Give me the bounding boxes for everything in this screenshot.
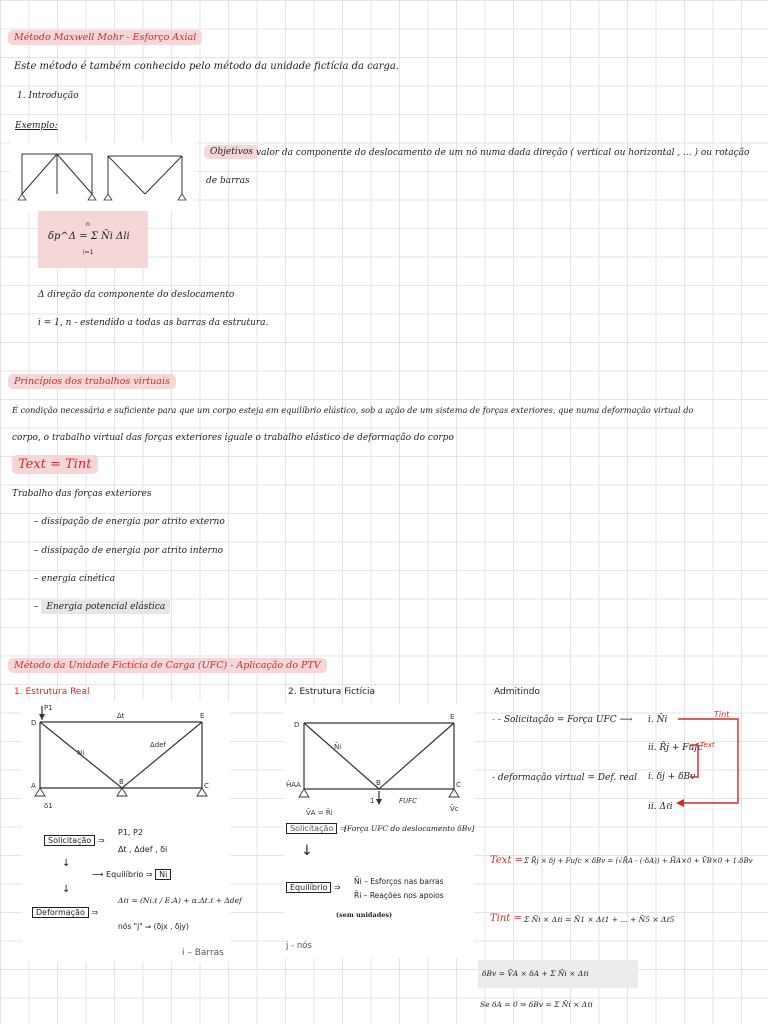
adm-text: Text	[700, 741, 715, 749]
fict-label-fufc: FUFC	[399, 797, 418, 805]
bullet-3-text: energia cinética	[41, 574, 115, 584]
real-deformacao-box: Deformação	[32, 907, 89, 918]
note-direction: Δ direção da componente do deslocamento	[38, 290, 235, 300]
real-nos: nós "j" ⇒ (δjx , δjy)	[118, 922, 189, 931]
section3-title: Método da Unidade Fictícia de Carga (UFC) - Aplicação do PTV	[8, 658, 327, 673]
fict-label-ha: H̄A	[286, 781, 297, 789]
label-a: A	[31, 782, 36, 790]
real-solicitacao: Solicitação ⇒	[44, 836, 105, 845]
section1-title: Método Maxwell Mohr - Esforço Axial	[8, 30, 202, 45]
adm-line3-right: i. δj + δBv	[648, 772, 696, 782]
bullet-4-text: Energia potencial elástica	[41, 600, 170, 614]
fict-label-e: E	[450, 713, 455, 721]
bullet-2-text: dissipação de energia por atrito interno	[41, 546, 224, 556]
real-def-formula: Δℓi = (Ni.ℓ / E.A) + α.Δt.ℓ + Δdef	[118, 896, 242, 905]
eq-text: Σ R̄j × δj + Fufc × δBv = (√R̄A - (-δA)) + H̄A×0 + V̄B×0 + 1.δBv	[524, 857, 753, 865]
bullet-2: – dissipação de energia por atrito interno	[34, 546, 224, 556]
intro-text: Este método é também conhecido pelo método da unidade fictícia da carga.	[14, 61, 400, 72]
formula-text: δp^Δ = Σ N̄i Δli	[48, 231, 130, 242]
fict-caption: j - nós	[286, 941, 312, 951]
item-introducao: 1. Introdução	[17, 91, 79, 101]
fict-eq2: R̄i – Reações nos apoios	[354, 891, 444, 900]
fict-eq1: N̄i – Esforços nas barras	[354, 877, 444, 886]
fict-label-b: B	[376, 779, 381, 787]
label-c: C	[204, 782, 209, 790]
real-ni-box: Ni	[155, 869, 171, 880]
fict-sem-unidades: (sem unidades)	[336, 911, 393, 919]
fict-structure-panel	[284, 703, 474, 958]
example-truss-diagrams	[10, 142, 195, 212]
real-truss-diagram	[22, 700, 230, 815]
col2-title	[288, 687, 375, 697]
external-work-title: Trabalho das forças exteriores	[12, 489, 152, 499]
real-sol-line1: P1, P2	[118, 828, 143, 837]
fict-label-ni: N̄i	[334, 743, 342, 751]
col1-title	[14, 687, 89, 697]
label-b: B	[119, 778, 124, 786]
label-d: D	[31, 719, 37, 727]
adm-brackets	[672, 705, 752, 815]
bullet-1: – dissipação de energia por atrito externo	[34, 517, 225, 527]
fict-equilibrio: Equilíbrio ⇒	[286, 883, 341, 892]
formula-box	[38, 211, 148, 268]
eq-final1: δBv = V̄A × δA + Σ N̄i × Δℓi	[482, 969, 589, 978]
exemplo-label: Exemplo:	[15, 121, 58, 131]
ptv-text-1: É condição necessária e suficiente para que um corpo esteja em equilíbrio elástico, sob a ação de um sistema de forças exteriores, que numa deformação virtual do	[12, 405, 694, 415]
real-arrow-1: ↓	[62, 858, 71, 869]
real-sol-line2: Δt , Δdef , δi	[118, 845, 168, 854]
fict-equilibrio-box: Equilíbrio	[286, 882, 331, 893]
eq-tint-label: Tint =	[490, 913, 522, 924]
note-bars: i = 1, n - estendido a todas as barras da estrutura.	[38, 318, 269, 328]
label-p1: P1	[44, 704, 53, 712]
adm-arrow: ⟶	[619, 715, 633, 725]
real-structure-panel	[22, 700, 242, 962]
formula-sum-bottom: i=1	[83, 249, 94, 256]
objetivos-text-2: de barras	[206, 176, 250, 186]
adm-line4-right: ii. Δℓi	[648, 802, 673, 812]
eq-final1-box	[478, 960, 638, 988]
formula-sum-top: n	[86, 221, 90, 228]
real-equilibrio: ⟶ Equilíbrio ⇒ Ni	[92, 870, 171, 879]
fict-label-c: C	[456, 781, 461, 789]
fict-solicitacao: Solicitação ⇒	[286, 824, 347, 833]
adm-line2-right: ii. R̄j + Fufc	[648, 743, 703, 753]
label-ni: Ni	[77, 749, 85, 757]
ptv-text-2: corpo, o trabalho virtual das forças exteriores iguale o trabalho elástico de deformação do corpo	[12, 433, 454, 443]
adm-line1-dash: -	[492, 715, 496, 725]
bullet-3: – energia cinética	[34, 574, 115, 584]
objetivos-label: Objetivos	[204, 145, 259, 159]
fict-label-one: 1	[370, 797, 375, 805]
adm-tint: Tint	[714, 710, 730, 719]
fict-label-va: V̄A = R̄i	[306, 809, 333, 817]
eq-final2: Se δA = 0 ⇒ δBv = Σ N̄i × Δℓi	[480, 1000, 593, 1009]
section2-title: Princípios dos trabalhos virtuais	[8, 374, 176, 389]
fict-forca: [Força UFC do deslocamento δBv]	[344, 824, 475, 833]
fict-label-vc: V̄c	[450, 805, 459, 813]
col3-title-text: Admitindo	[494, 687, 540, 697]
real-deformacao: Deformação ⇒	[32, 908, 98, 917]
bullet-4: – Energia potencial elástica	[34, 602, 170, 612]
label-delta-def: Δdef	[150, 741, 167, 749]
fict-arrow: ↓	[301, 843, 313, 859]
real-equilibrio-text: Equilíbrio	[106, 870, 144, 879]
adm-line1-right: i. N̄i	[648, 715, 668, 725]
real-solicitacao-box: Solicitação	[44, 835, 95, 846]
fict-solicitacao-box: Solicitação	[286, 823, 337, 834]
label-delta1: δ1	[44, 802, 53, 810]
bullet-1-text: dissipação de energia por atrito externo	[41, 517, 225, 527]
objetivos-text: valor da componente do deslocamento de um nó numa dada direção ( vertical ou horizontal , ... ) ou rotação	[256, 148, 750, 158]
fict-truss-diagram	[284, 703, 474, 818]
eq-tint: Σ N̄i × Δℓi = N̄1 × Δℓ1 + ... + N̄5 × Δℓ5	[524, 915, 675, 924]
ptv-equation: Text = Tint	[12, 455, 98, 474]
fict-label-a: A	[296, 781, 301, 789]
eq-text-label: Text =	[490, 855, 524, 866]
real-arrow-2: ↓	[62, 884, 71, 895]
adm-line1-text: - Solicitação = Força UFC	[497, 715, 617, 725]
adm-line3: - deformação virtual = Def. real	[492, 773, 637, 783]
label-e: E	[200, 712, 205, 720]
adm-line1	[492, 715, 632, 725]
real-caption: i – Barras	[182, 948, 224, 958]
col1-title-text: 1. Estrutura Real	[14, 687, 90, 697]
col3-title	[494, 687, 540, 697]
label-delta-t: Δt	[117, 712, 125, 720]
col2-title-text: 2. Estrutura Fictícia	[288, 687, 376, 697]
fict-label-d: D	[294, 721, 300, 729]
